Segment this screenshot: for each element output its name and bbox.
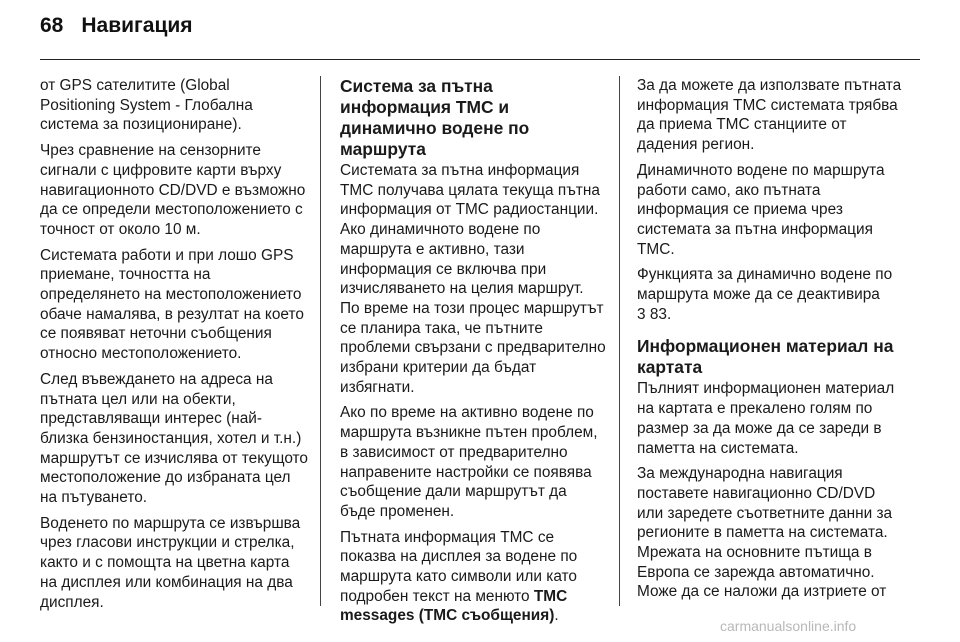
paragraph: Воденето по маршрута се извършва чрез гласови инструкции и стрелка, както и с помощта на цветна карта на дисплея или комбинация на два дисплея. <box>40 514 301 611</box>
paragraph-text: Пътната информация ТМС се показва на дисплея за водене по маршрута като символи или като подробен текст на менюто <box>340 528 578 605</box>
paragraph: Ако по време на активно водене по маршрута възникне пътен проблем, в зависимост от предварително направените настройки се появява съобщение дали маршрутът да бъде променен. <box>340 404 598 520</box>
paragraph-end: . <box>554 607 559 625</box>
page-header <box>40 14 193 38</box>
reference-arrow-icon: 3 <box>637 305 646 323</box>
paragraph: Системата работи и при лошо GPS приемане, точността на определянето на местоположението обаче намалява, в резултат на което се появяват неточни съобщения относно местоположението. <box>40 246 304 363</box>
section-heading-tmc: Система за пътна информация ТМС и динамично водене по маршрута <box>340 76 530 159</box>
paragraph: След въвеждането на адреса на пътната цел или на обекти, представляващи интерес (най-близка бензиностанция, хотел и т.н.) маршрутът се изчислява от текущото местоположение до избраната цел на пътуването. <box>40 370 308 507</box>
column-3 <box>637 76 903 608</box>
paragraph-text: Функцията за динамично водене по маршрута може да се деактивира <box>637 266 893 304</box>
section-heading-map-material: Информационен материал на картата <box>637 336 894 378</box>
page-number: 68 <box>40 14 64 37</box>
paragraph <box>340 528 606 627</box>
paragraph <box>637 265 903 324</box>
page-reference <box>637 306 671 323</box>
menu-name-tmc-messages: TMC messages (ТМС съобщения) <box>340 587 568 625</box>
paragraph: За да можете да използвате пътната информация ТМС системата трябва да приема ТМС станциите от дадения регион. <box>637 77 902 154</box>
paragraph: Динамичното водене по маршрута работи само, ако пътната информация се приема чрез системата за пътна информация ТМС. <box>637 161 885 258</box>
paragraph: от GPS сателитите (Global Positioning System - Глобална система за позициониране). <box>40 77 253 134</box>
paragraph: Системата за пътна информация ТМС получава цялата текуща пътна информация от ТМС радиостанции. Ако динамичното водене по маршрута е активно, тази информация се включва при изчисляването на целия маршрут. По време на този процес маршрутът се планира така, че пътните проблеми свързани с предварително избрани критерии да бъдат избягнати. <box>340 162 606 396</box>
header-rule <box>40 59 920 60</box>
column-1 <box>40 76 308 618</box>
watermark: carmanualsonline.info <box>720 618 857 634</box>
reference-page: 83. <box>649 305 672 323</box>
column-2 <box>340 76 606 632</box>
column-divider <box>619 76 620 606</box>
paragraph: Чрез сравнение на сензорните сигнали с цифровите карти върху навигационното CD/DVD е възможно да се определи местоположението с точност от около 10 м. <box>40 142 306 238</box>
page-title: Навигация <box>81 14 193 37</box>
paragraph: За международна навигация поставете навигационно CD/DVD или заредете съответните данни за регионите в паметта на системата. Мрежата на основните пътища в Европа се зарежда автоматично. Може да се наложи да изтриете от <box>637 465 893 601</box>
column-divider <box>320 76 321 606</box>
paragraph: Пълният информационен материал на картата е прекалено голям по размер за да може да се зареди в паметта на системата. <box>637 380 895 457</box>
